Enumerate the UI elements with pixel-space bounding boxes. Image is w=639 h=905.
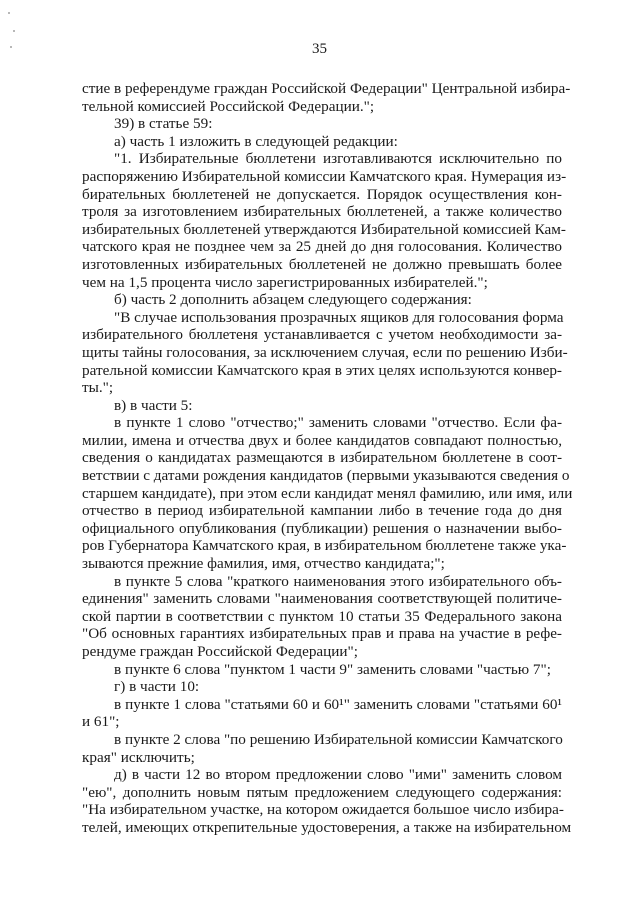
text-line: сведения о кандидатах размещаются в избирательном бюллетене в соот- xyxy=(82,449,562,467)
text-line: 39) в статье 59: xyxy=(114,115,213,133)
text-line: в) в части 5: xyxy=(114,396,193,414)
scan-speck xyxy=(8,12,10,14)
text-line: чатского края не позднее чем за 25 дней до дня голосования. Количество xyxy=(82,238,562,256)
text-line: "В случае использования прозрачных ящиков для голосования форма xyxy=(114,308,564,326)
text-line: ты."; xyxy=(82,379,114,397)
text-line: а) часть 1 изложить в следующей редакции: xyxy=(114,132,398,150)
text-line: ветствии с датами рождения кандидатов (первыми указываются сведения о xyxy=(82,467,570,485)
text-line: в пункте 1 слова "статьями 60 и 60¹" заменить словами "статьями 60¹ xyxy=(114,695,562,713)
text-line: "На избирательном участке, на котором ожидается большое число избира- xyxy=(82,801,564,819)
text-line: избирательного бюллетеня устанавливается с учетом необходимости за- xyxy=(82,326,562,344)
text-line: в пункте 6 слова "пунктом 1 части 9" заменить словами "частью 7"; xyxy=(114,660,551,678)
text-line: телей, имеющих открепительные удостоверения, а также на избирательном xyxy=(82,818,572,836)
text-line: избирательных бюллетеней утверждаются Избирательной комиссией Кам- xyxy=(82,220,566,238)
text-line: отчество в период избирательной кампании либо в течение года до дня xyxy=(82,502,562,520)
text-line: в пункте 2 слова "по решению Избирательной комиссии Камчатского xyxy=(114,730,563,748)
text-line: старшем кандидате), при этом если кандидат менял фамилию, или имя, или xyxy=(82,484,573,502)
document-body xyxy=(82,80,573,837)
text-line: милии, имена и отчества двух и более кандидатов совпадают полностью, xyxy=(82,431,562,449)
text-line: распоряжению Избирательной комиссии Камчатского края. Нумерация из- xyxy=(82,167,567,185)
text-line: и 61"; xyxy=(82,713,120,731)
text-line: рендуме граждан Российской Федерации"; xyxy=(82,643,358,660)
text-line: изготовленных избирательных бюллетеней не должно превышать более xyxy=(82,255,562,273)
text-line: рательной комиссии Камчатского края в этих целях используются конвер- xyxy=(82,361,562,379)
text-line: чем на 1,5 процента число зарегистрированных избирателей."; xyxy=(82,273,488,291)
text-line: единения" заменить словами "наименования соответствующей политиче- xyxy=(82,590,562,608)
text-line: края" исключить; xyxy=(82,748,195,766)
text-line: г) в части 10: xyxy=(114,678,200,696)
text-line: "Об основных гарантиях избирательных прав и права на участие в рефе- xyxy=(82,625,562,643)
page-number: 35 xyxy=(312,41,327,57)
text-line: в пункте 5 слова "краткого наименования этого избирательного объ- xyxy=(114,572,562,590)
text-line: щиты тайны голосования, за исключением случая, если по решению Изби- xyxy=(82,343,568,361)
text-line: официального опубликования (публикации) решения о назначении выбо- xyxy=(82,519,562,537)
text-line: тельной комиссией Российской Федерации."; xyxy=(82,97,375,115)
text-line: стие в референдуме граждан Российской Федерации" Центральной избира- xyxy=(82,80,571,97)
text-line: зываются прежние фамилия, имя, отчество кандидата;"; xyxy=(82,555,445,573)
text-line: ской партии в соответствии с пунктом 10 статьи 35 Федерального закона xyxy=(82,607,562,625)
scan-speck xyxy=(13,30,15,32)
text-line: бирательных бюллетеней не допускается. Порядок осуществления кон- xyxy=(82,185,562,203)
text-line: "ею", дополнить новым пятым предложением следующего содержания: xyxy=(82,783,562,801)
text-line: "1. Избирательные бюллетени изготавливаются исключительно по xyxy=(114,150,562,168)
text-line: д) в части 12 во втором предложении слово "ими" заменить словом xyxy=(114,766,562,784)
text-line: троля за изготовлением избирательных бюллетеней, а также количество xyxy=(82,203,562,221)
text-line: в пункте 1 слово "отчество;" заменить словами "отчество. Если фа- xyxy=(114,414,562,432)
text-line: ров Губернатора Камчатского края, в избирательном бюллетене также ука- xyxy=(82,537,567,555)
text-line: б) часть 2 дополнить абзацем следующего содержания: xyxy=(114,291,472,309)
